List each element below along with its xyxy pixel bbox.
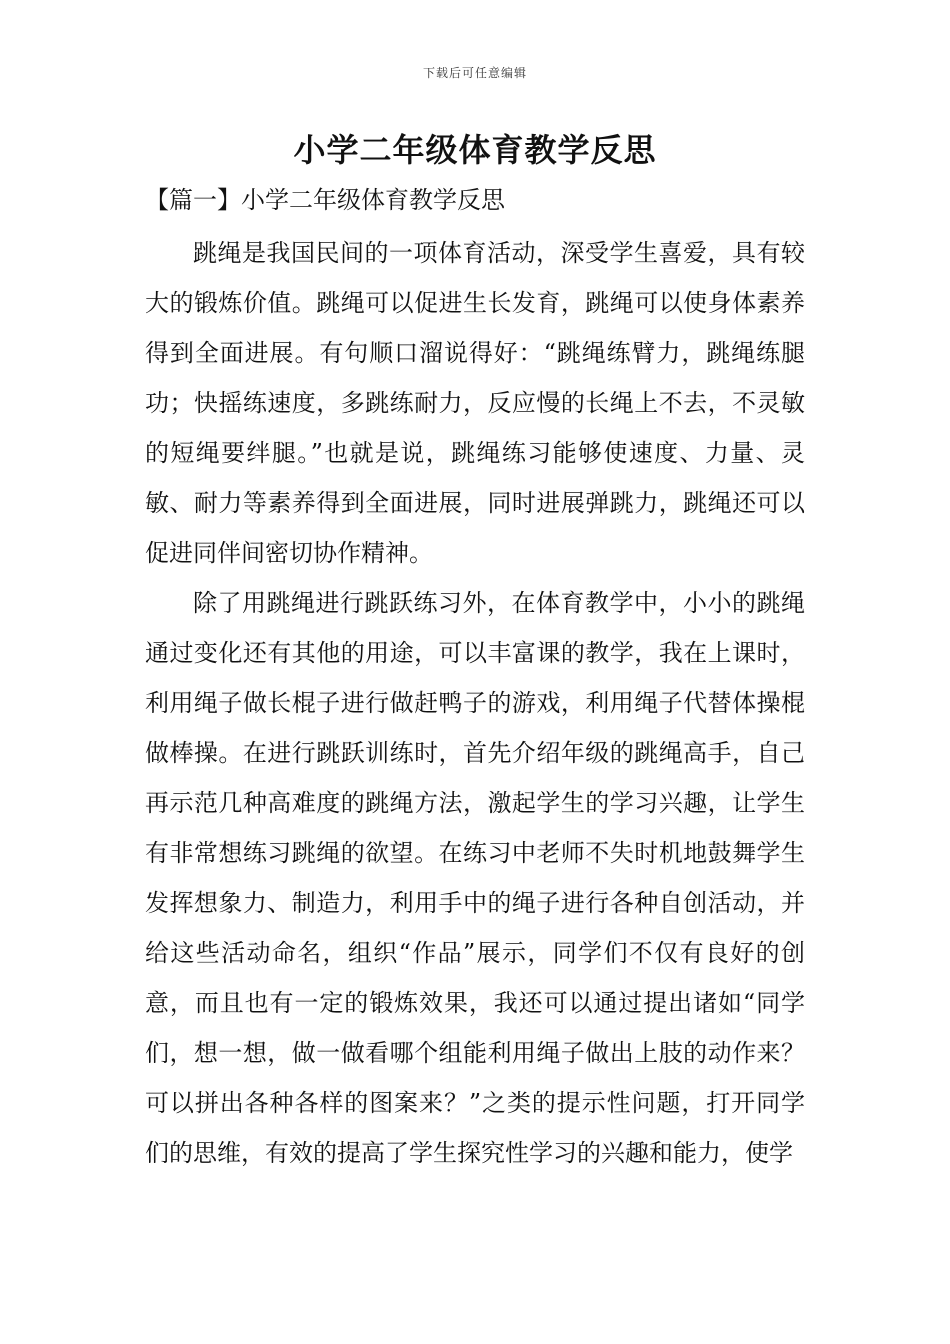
paragraph-1: 跳绳是我国民间的一项体育活动，深受学生喜爱，具有较大的锻炼价值。跳绳可以促进生长发育，跳绳可以使身体素养得到全面进展。有句顺口溜说得好：“跳绳练臂力，跳绳练腿功；快摇练速度，多跳练耐力，反应慢的长绳上不去，不灵敏的短绳要绊腿。”也就是说，跳绳练习能够使速度、力量、灵敏、耐力等素养得到全面进展，同时进展弹跳力，跳绳还可以促进同伴间密切协作精神。	[145, 239, 805, 567]
section-heading: 【篇一】小学二年级体育教学反思	[145, 186, 505, 214]
paragraph-2: 除了用跳绳进行跳跃练习外，在体育教学中，小小的跳绳通过变化还有其他的用途，可以丰富课的教学，我在上课时，利用绳子做长棍子进行做赶鸭子的游戏，利用绳子代替体操棍做棒操。在进行跳跃训练时，首先介绍年级的跳绳高手，自己再示范几种高难度的跳绳方法，激起学生的学习兴趣，让学生有非常想练习跳绳的欲望。在练习中老师不失时机地鼓舞学生发挥想象力、制造力，利用手中的绳子进行各种自创活动，并给这些活动命名，组织“作品”展示，同学们不仅有良好的创意，而且也有一定的锻炼效果，我还可以通过提出诸如“同学们，想一想，做一做看哪个组能利用绳子做出上肢的动作来？可以拼出各种各样的图案来？”之类的提示性问题，打开同学们的思维，有效的提高了学生探究性学习的兴趣和能力，使学	[145, 589, 805, 1167]
header-note: 下载后可任意编辑	[422, 66, 527, 80]
document-title: 小学二年级体育教学反思	[293, 131, 657, 169]
document-body	[145, 178, 805, 1178]
